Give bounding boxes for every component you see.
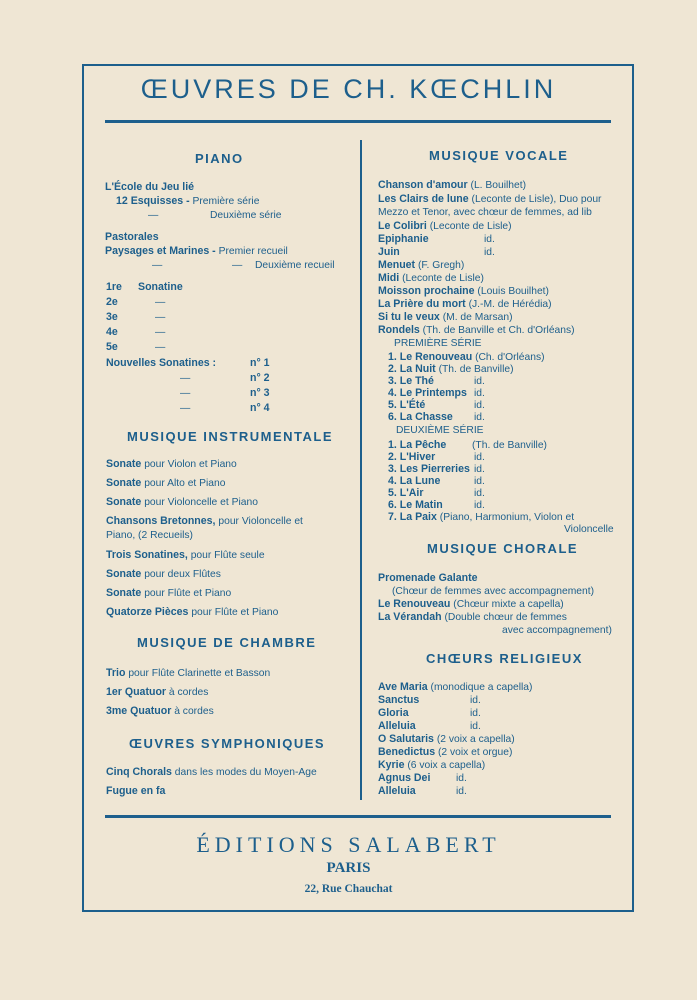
list-item: Moisson prochaine (Louis Bouilhet) — [378, 285, 549, 297]
sonatine-row-1: 1re — [106, 281, 122, 293]
list-item-id: id. — [470, 708, 481, 719]
list-item: Sonate pour Violoncelle et Piano — [106, 496, 258, 508]
list-item: Mezzo et Tenor, avec chœur de femmes, ad lib — [378, 207, 592, 218]
paysages-dash-1: — — [152, 260, 163, 271]
sonatine-row-2: 2e — [106, 296, 118, 308]
esquisses-row-2: — — [148, 210, 159, 221]
list-item-id: id. — [470, 695, 481, 706]
list-item: Trio pour Flûte Clarinette et Basson — [106, 667, 271, 679]
rondel-item: 5. L'Été — [388, 399, 426, 411]
list-item: Menuet (F. Gregh) — [378, 259, 465, 271]
ns-num-4: n° 4 — [250, 402, 270, 414]
list-item: Sanctus — [378, 694, 420, 706]
rondel-item: 5. L'Air — [388, 487, 424, 499]
page-title: ŒUVRES DE CH. KŒCHLIN — [140, 74, 557, 104]
list-item-id: id. — [484, 247, 495, 258]
list-item: Cinq Chorals dans les modes du Moyen-Age — [106, 766, 317, 778]
religieux-heading: CHŒURS RELIGIEUX — [426, 651, 583, 666]
sonatine-dash-4: — — [155, 327, 166, 338]
rondel-id: id. — [474, 376, 485, 387]
list-item: Benedictus (2 voix et orgue) — [378, 746, 513, 758]
serie-1-label: PREMIÈRE SÉRIE — [394, 338, 482, 349]
vocale-heading: MUSIQUE VOCALE — [429, 148, 569, 163]
list-item: La Vérandah (Double chœur de femmes — [378, 611, 567, 623]
rondel-item: 7. La Paix (Piano, Harmonium, Violon et — [388, 511, 575, 523]
rondel-id: id. — [474, 412, 485, 423]
list-item: avec accompagnement) — [502, 625, 612, 636]
serie-2-label: DEUXIÈME SÉRIE — [396, 425, 484, 436]
rondel-id: id. — [474, 500, 485, 511]
list-item-id: id. — [456, 786, 467, 797]
column-divider — [360, 140, 362, 800]
title-rule — [105, 120, 611, 123]
sonatine-title: Sonatine — [138, 281, 183, 293]
list-item: (Chœur de femmes avec accompagnement) — [392, 586, 595, 597]
rondel-item: 4. La Lune — [388, 475, 441, 487]
paysages-dash-2: — — [232, 260, 243, 271]
list-item: Rondels (Th. de Banville et Ch. d'Orléans) — [378, 324, 575, 336]
ns-dash-3: — — [180, 388, 191, 399]
piano-heading: PIANO — [195, 151, 244, 166]
chambre-heading: MUSIQUE DE CHAMBRE — [137, 635, 317, 650]
rondel-item: 6. Le Matin — [388, 499, 443, 511]
esquisses-serie-2: Deuxième série — [210, 210, 282, 221]
list-item-id: id. — [470, 721, 481, 732]
rondel-item: 2. La Nuit (Th. de Banville) — [388, 363, 514, 375]
ecole-title: L'École du Jeu lié — [105, 181, 195, 193]
list-item: Fugue en fa — [106, 785, 166, 797]
list-item: Chansons Bretonnes, pour Violoncelle et — [106, 515, 303, 527]
rondel-id: id. — [474, 464, 485, 475]
list-item-id: id. — [456, 773, 467, 784]
ns-num-1: n° 1 — [250, 357, 270, 369]
rondel-item: 3. Le Thé — [388, 375, 434, 387]
rondel-item: 2. L'Hiver — [388, 451, 436, 463]
list-item: O Salutaris (2 voix a capella) — [378, 733, 515, 745]
list-item: Le Renouveau (Chœur mixte a capella) — [378, 598, 564, 610]
rondel-id: id. — [474, 452, 485, 463]
ns-dash-4: — — [180, 403, 191, 414]
list-item: Chanson d'amour (L. Bouilhet) — [378, 179, 527, 191]
rondel-id: id. — [474, 488, 485, 499]
list-item: 3me Quatuor à cordes — [106, 705, 214, 717]
list-item: Kyrie (6 voix a capella) — [378, 759, 486, 771]
list-item: 1er Quatuor à cordes — [106, 686, 209, 698]
ns-num-3: n° 3 — [250, 387, 270, 399]
list-item: Sonate pour Alto et Piano — [106, 477, 226, 489]
rondel-item: 1. Le Renouveau (Ch. d'Orléans) — [388, 351, 545, 363]
nouvelles-sonatines: Nouvelles Sonatines : — [106, 357, 217, 369]
rondel-id: id. — [474, 400, 485, 411]
sonatine-row-4: 4e — [106, 326, 118, 338]
rondel-item: 4. Le Printemps — [388, 387, 467, 399]
list-item: Trois Sonatines, pour Flûte seule — [106, 549, 265, 561]
paysages-recueil-2: Deuxième recueil — [255, 260, 335, 271]
publisher-address: 22, Rue Chauchat — [304, 883, 393, 895]
ns-num-2: n° 2 — [250, 372, 270, 384]
ns-dash-2: — — [180, 373, 191, 384]
rondel-violoncelle: Violoncelle — [564, 524, 614, 535]
sonatine-dash-2: — — [155, 297, 166, 308]
list-item: Agnus Dei — [378, 772, 431, 784]
list-item: Sonate pour deux Flûtes — [106, 568, 221, 580]
list-item: Le Colibri (Leconte de Lisle) — [378, 220, 512, 232]
rondel-item: 6. La Chasse — [388, 411, 453, 423]
instrumentale-heading: MUSIQUE INSTRUMENTALE — [127, 429, 334, 444]
rondel-id: id. — [474, 476, 485, 487]
chorale-heading: MUSIQUE CHORALE — [427, 541, 579, 556]
sonatine-dash-3: — — [155, 312, 166, 323]
symphoniques-heading: ŒUVRES SYMPHONIQUES — [129, 736, 326, 751]
paysages-row: Paysages et Marines - Premier recueil — [105, 245, 288, 257]
list-item: Promenade Galante — [378, 572, 478, 584]
list-item: La Prière du mort (J.-M. de Hérédia) — [378, 298, 552, 310]
publisher-name: ÉDITIONS SALABERT — [196, 832, 501, 857]
list-item: Sonate pour Flûte et Piano — [106, 587, 232, 599]
list-item: Juin — [378, 246, 400, 258]
rondel-id: id. — [474, 388, 485, 399]
list-item-id: id. — [484, 234, 495, 245]
list-item: Alleluia — [378, 720, 416, 732]
list-item: Piano, (2 Recueils) — [106, 530, 193, 541]
list-item: Epiphanie — [378, 233, 429, 245]
sonatine-row-5: 5e — [106, 341, 118, 353]
sonatine-dash-5: — — [155, 342, 166, 353]
rondel-id: (Th. de Banville) — [472, 440, 547, 451]
list-item: Alleluia — [378, 785, 416, 797]
list-item: Gloria — [378, 707, 409, 719]
list-item: Midi (Leconte de Lisle) — [378, 272, 484, 284]
list-item: Si tu le veux (M. de Marsan) — [378, 311, 513, 323]
rondel-item: 3. Les Pierreries — [388, 463, 470, 475]
publisher-city: PARIS — [326, 860, 371, 876]
rondel-item: 1. La Pêche — [388, 439, 447, 451]
esquisses-row: 12 Esquisses - Première série — [116, 195, 260, 207]
list-item: Quatorze Pièces pour Flûte et Piano — [106, 606, 279, 618]
sonatine-row-3: 3e — [106, 311, 118, 323]
list-item: Les Clairs de lune (Leconte de Lisle), Duo pour — [378, 193, 602, 205]
pastorales-title: Pastorales — [105, 231, 159, 243]
footer-rule — [105, 815, 611, 818]
list-item: Ave Maria (monodique a capella) — [378, 681, 533, 693]
list-item: Sonate pour Violon et Piano — [106, 458, 237, 470]
